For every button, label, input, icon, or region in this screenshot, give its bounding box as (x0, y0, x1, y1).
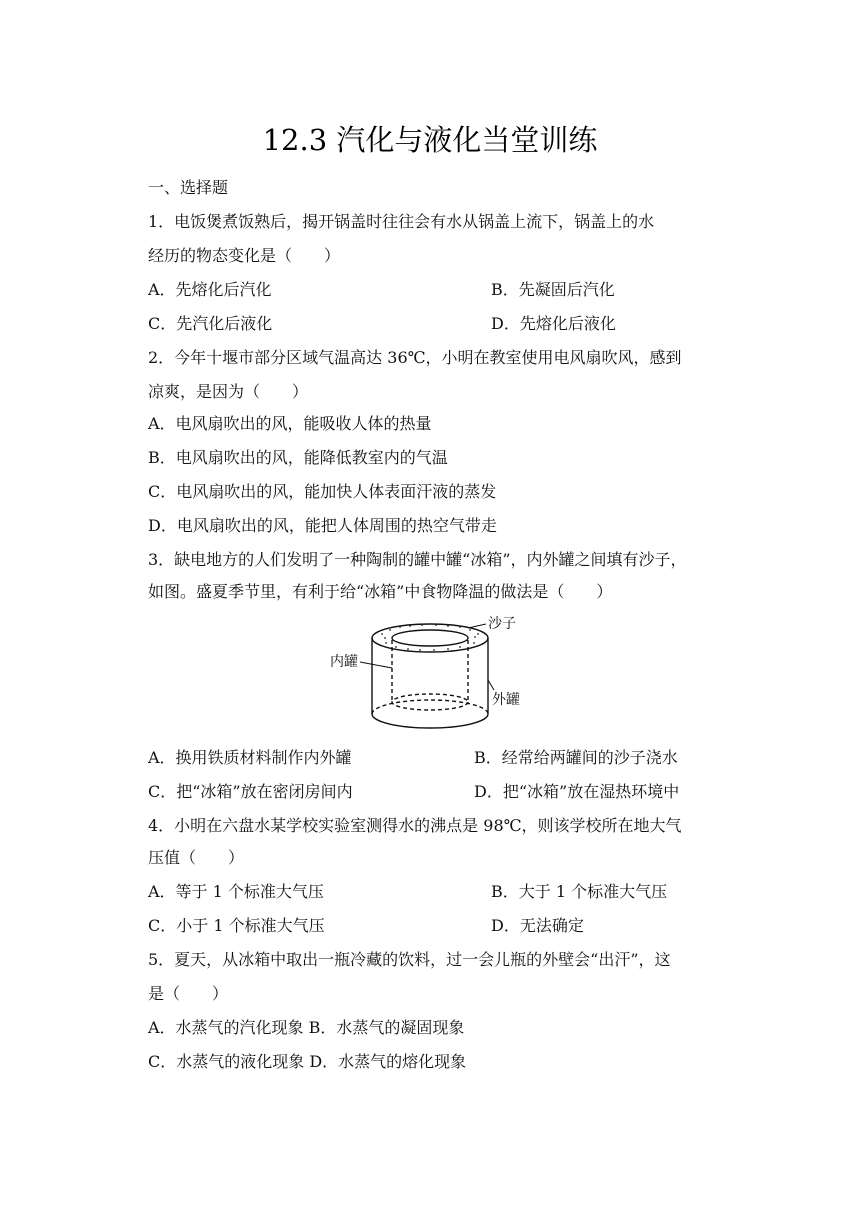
q4-option-c: C．小于 1 个标准大气压 (148, 916, 325, 935)
q4-option-b: B．大于 1 个标准大气压 (491, 882, 668, 901)
label-sand: 沙子 (488, 616, 516, 632)
q1-option-c: C．先汽化后液化 (148, 314, 273, 333)
inner-pot-rim (392, 630, 468, 646)
q3-option-d: D．把“冰箱”放在湿热环境中 (474, 782, 680, 801)
q5-stem-line-2: 是（ ） (148, 984, 229, 1003)
q2-option-d: D．电风扇吹出的风，能把人体周围的热空气带走 (148, 516, 497, 535)
q3-stem-line-1: 3．缺电地方的人们发明了一种陶制的罐中罐“冰箱”，内外罐之间填有沙子， (148, 550, 687, 569)
q4-option-d: D．无法确定 (491, 916, 584, 935)
q5-stem-line-1: 5．夏天，从冰箱中取出一瓶冷藏的饮料，过一会儿瓶的外壁会“出汗”，这 (148, 950, 671, 969)
q1-option-d: D．先熔化后液化 (491, 314, 616, 333)
q4-option-a: A．等于 1 个标准大气压 (148, 882, 324, 901)
q3-stem-line-2: 如图。盛夏季节里，有利于给“冰箱”中食物降温的做法是（ ） (148, 582, 613, 601)
outer-leader-line (488, 680, 494, 690)
label-outer-pot: 外罐 (492, 692, 520, 708)
q4-stem-line-2: 压值（ ） (148, 848, 245, 867)
q2-stem-line-2: 凉爽，是因为（ ） (148, 382, 309, 401)
q2-stem-line-1: 2．今年十堰市部分区域气温高达 36℃，小明在教室使用电风扇吹风，感到 (148, 348, 682, 367)
q5-options-row-2: C．水蒸气的液化现象 D．水蒸气的熔化现象 (148, 1052, 467, 1071)
page-title: 12.3 汽化与液化当堂训练 (262, 123, 598, 157)
q2-option-b: B．电风扇吹出的风，能降低教室内的气温 (148, 448, 448, 467)
q3-option-b: B．经常给两罐间的沙子浇水 (474, 748, 678, 767)
section-heading: 一、选择题 (148, 178, 229, 197)
sand-leader-line (468, 624, 486, 628)
label-inner-pot: 内罐 (330, 654, 358, 670)
q5-options-row-1: A．水蒸气的汽化现象 B．水蒸气的凝固现象 (148, 1018, 465, 1037)
q2-option-c: C．电风扇吹出的风，能加快人体表面汗液的蒸发 (148, 482, 497, 501)
q1-option-a: A．先熔化后汽化 (148, 280, 272, 299)
q1-stem-line-2: 经历的物态变化是（ ） (148, 246, 341, 265)
q4-stem-line-1: 4．小明在六盘水某学校实验室测得水的沸点是 98℃，则该学校所在地大气 (148, 816, 682, 835)
q3-option-c: C．把“冰箱”放在密闭房间内 (148, 782, 353, 801)
inner-leader-line (360, 662, 392, 668)
q2-option-a: A．电风扇吹出的风，能吸收人体的热量 (148, 414, 432, 433)
q3-option-a: A．换用铁质材料制作内外罐 (148, 748, 352, 767)
outer-pot-bottom (372, 714, 488, 728)
outer-pot-rim (372, 624, 488, 652)
q1-stem-line-1: 1．电饭煲煮饭熟后，揭开锅盖时往往会有水从锅盖上流下，锅盖上的水 (148, 212, 655, 231)
outer-pot-bottom-hidden (372, 700, 488, 714)
q1-option-b: B．先凝固后汽化 (491, 280, 615, 299)
sand-dots (381, 624, 479, 651)
cooler-pot-figure (330, 610, 530, 734)
